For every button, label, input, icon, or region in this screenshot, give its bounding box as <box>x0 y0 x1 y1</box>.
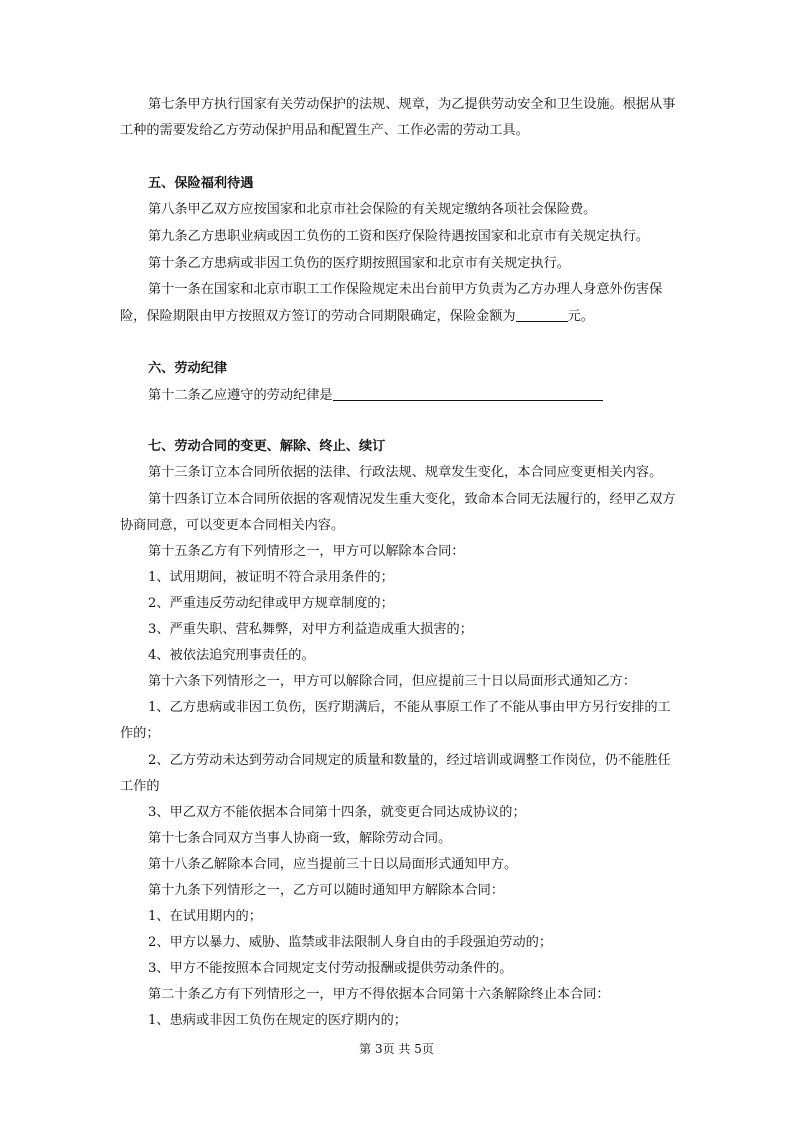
insurance-amount-unit: 元。 <box>567 309 594 324</box>
page-number-footer: 第 3页 共 5页 <box>359 1042 434 1056</box>
article-15-item-2: 2、严重违反劳动纪律或甲方规章制度的； <box>148 596 394 611</box>
article-12 <box>0 386 793 405</box>
section-6-heading: 六、劳动纪律 <box>148 361 228 376</box>
article-20: 第二十条乙方有下列情形之一，甲方不得依据本合同第十六条解除终止本合同： <box>148 987 610 1002</box>
article-8: 第八条甲乙双方应按国家和北京市社会保险的有关规定缴纳各项社会保险费。 <box>148 202 597 217</box>
article-19-item-1: 1、在试用期内的； <box>148 909 262 924</box>
article-14-line-2: 协商同意，可以变更本合同相关内容。 <box>120 518 345 533</box>
article-16-item-2-line-2: 工作的 <box>120 779 160 794</box>
section-5-heading: 五、保险福利待遇 <box>148 176 254 191</box>
article-19: 第十九条下列情形之一，乙方可以随时通知甲方解除本合同： <box>148 883 505 898</box>
article-12-text: 第十二条乙应遵守的劳动纪律是 <box>148 388 333 403</box>
article-16-item-2-line-1: 2、乙方劳动未达到劳动合同规定的质量和数量的，经过培训或调整工作岗位，仍不能胜任 <box>148 753 671 768</box>
article-20-item-1: 1、患病或非因工负伤在规定的医疗期内的； <box>148 1013 407 1028</box>
article-17: 第十七条合同双方当事人协商一致，解除劳动合同。 <box>148 831 452 846</box>
labor-discipline-blank[interactable] <box>333 386 603 401</box>
article-11-line-2 <box>0 307 793 326</box>
article-10: 第十条乙方患病或非因工负伤的医疗期按照国家和北京市有关规定执行。 <box>148 256 570 271</box>
article-13: 第十三条订立本合同所依据的法律、行政法规、规章发生变化，本合同应变更相关内容。 <box>148 465 663 480</box>
article-18: 第十八条乙解除本合同，应当提前三十日以局面形式通知甲方。 <box>148 857 518 872</box>
article-16-item-1-line-2: 作的； <box>120 726 160 741</box>
article-15-item-4: 4、被依法追究刑事责任的。 <box>148 648 315 663</box>
article-14-line-1: 第十四条订立本合同所依据的客观情况发生重大变化，致命本合同无法履行的，经甲乙双方 <box>148 492 676 507</box>
article-19-item-2: 2、甲方以暴力、威胁、监禁或非法限制人身自由的手段强迫劳动的； <box>148 935 553 950</box>
insurance-amount-blank[interactable] <box>516 307 568 322</box>
article-11-text: 险，保险期限由甲方按照双方签订的劳动合同期限确定，保险金额为 <box>120 309 516 324</box>
article-19-item-3: 3、甲方不能按照本合同规定支付劳动报酬或提供劳动条件的。 <box>148 961 513 976</box>
article-16: 第十六条下列情形之一，甲方可以解除合同，但应提前三十日以局面形式通知乙方： <box>148 674 636 689</box>
article-11-line-1: 第十一条在国家和北京市职工工作保险规定未出台前甲方负责为乙方办理人身意外伤害保 <box>148 282 663 297</box>
article-15-item-3: 3、严重失职、营私舞弊，对甲方利益造成重大损害的； <box>148 622 473 637</box>
article-16-item-3: 3、甲乙双方不能依据本合同第十四条，就变更合同达成协议的； <box>148 805 526 820</box>
article-16-item-1-line-1: 1、乙方患病或非因工负伤，医疗期满后，不能从事原工作了不能从事由甲方另行安排的工 <box>148 700 671 715</box>
article-15: 第十五条乙方有下列情形之一，甲方可以解除本合同： <box>148 544 465 559</box>
article-9: 第九条乙方患职业病或因工负伤的工资和医疗保险待遇按国家和北京市有关规定执行。 <box>148 229 650 244</box>
section-7-heading: 七、劳动合同的变更、解除、终止、续订 <box>148 439 386 454</box>
article-7-line-1: 第七条甲方执行国家有关劳动保护的法规、规章，为乙提供劳动安全和卫生设施。根据从事 <box>148 97 676 112</box>
article-7-line-2: 工种的需要发给乙方劳动保护用品和配置生产、工作必需的劳动工具。 <box>120 123 529 138</box>
article-15-item-1: 1、试用期间，被证明不符合录用条件的； <box>148 570 394 585</box>
